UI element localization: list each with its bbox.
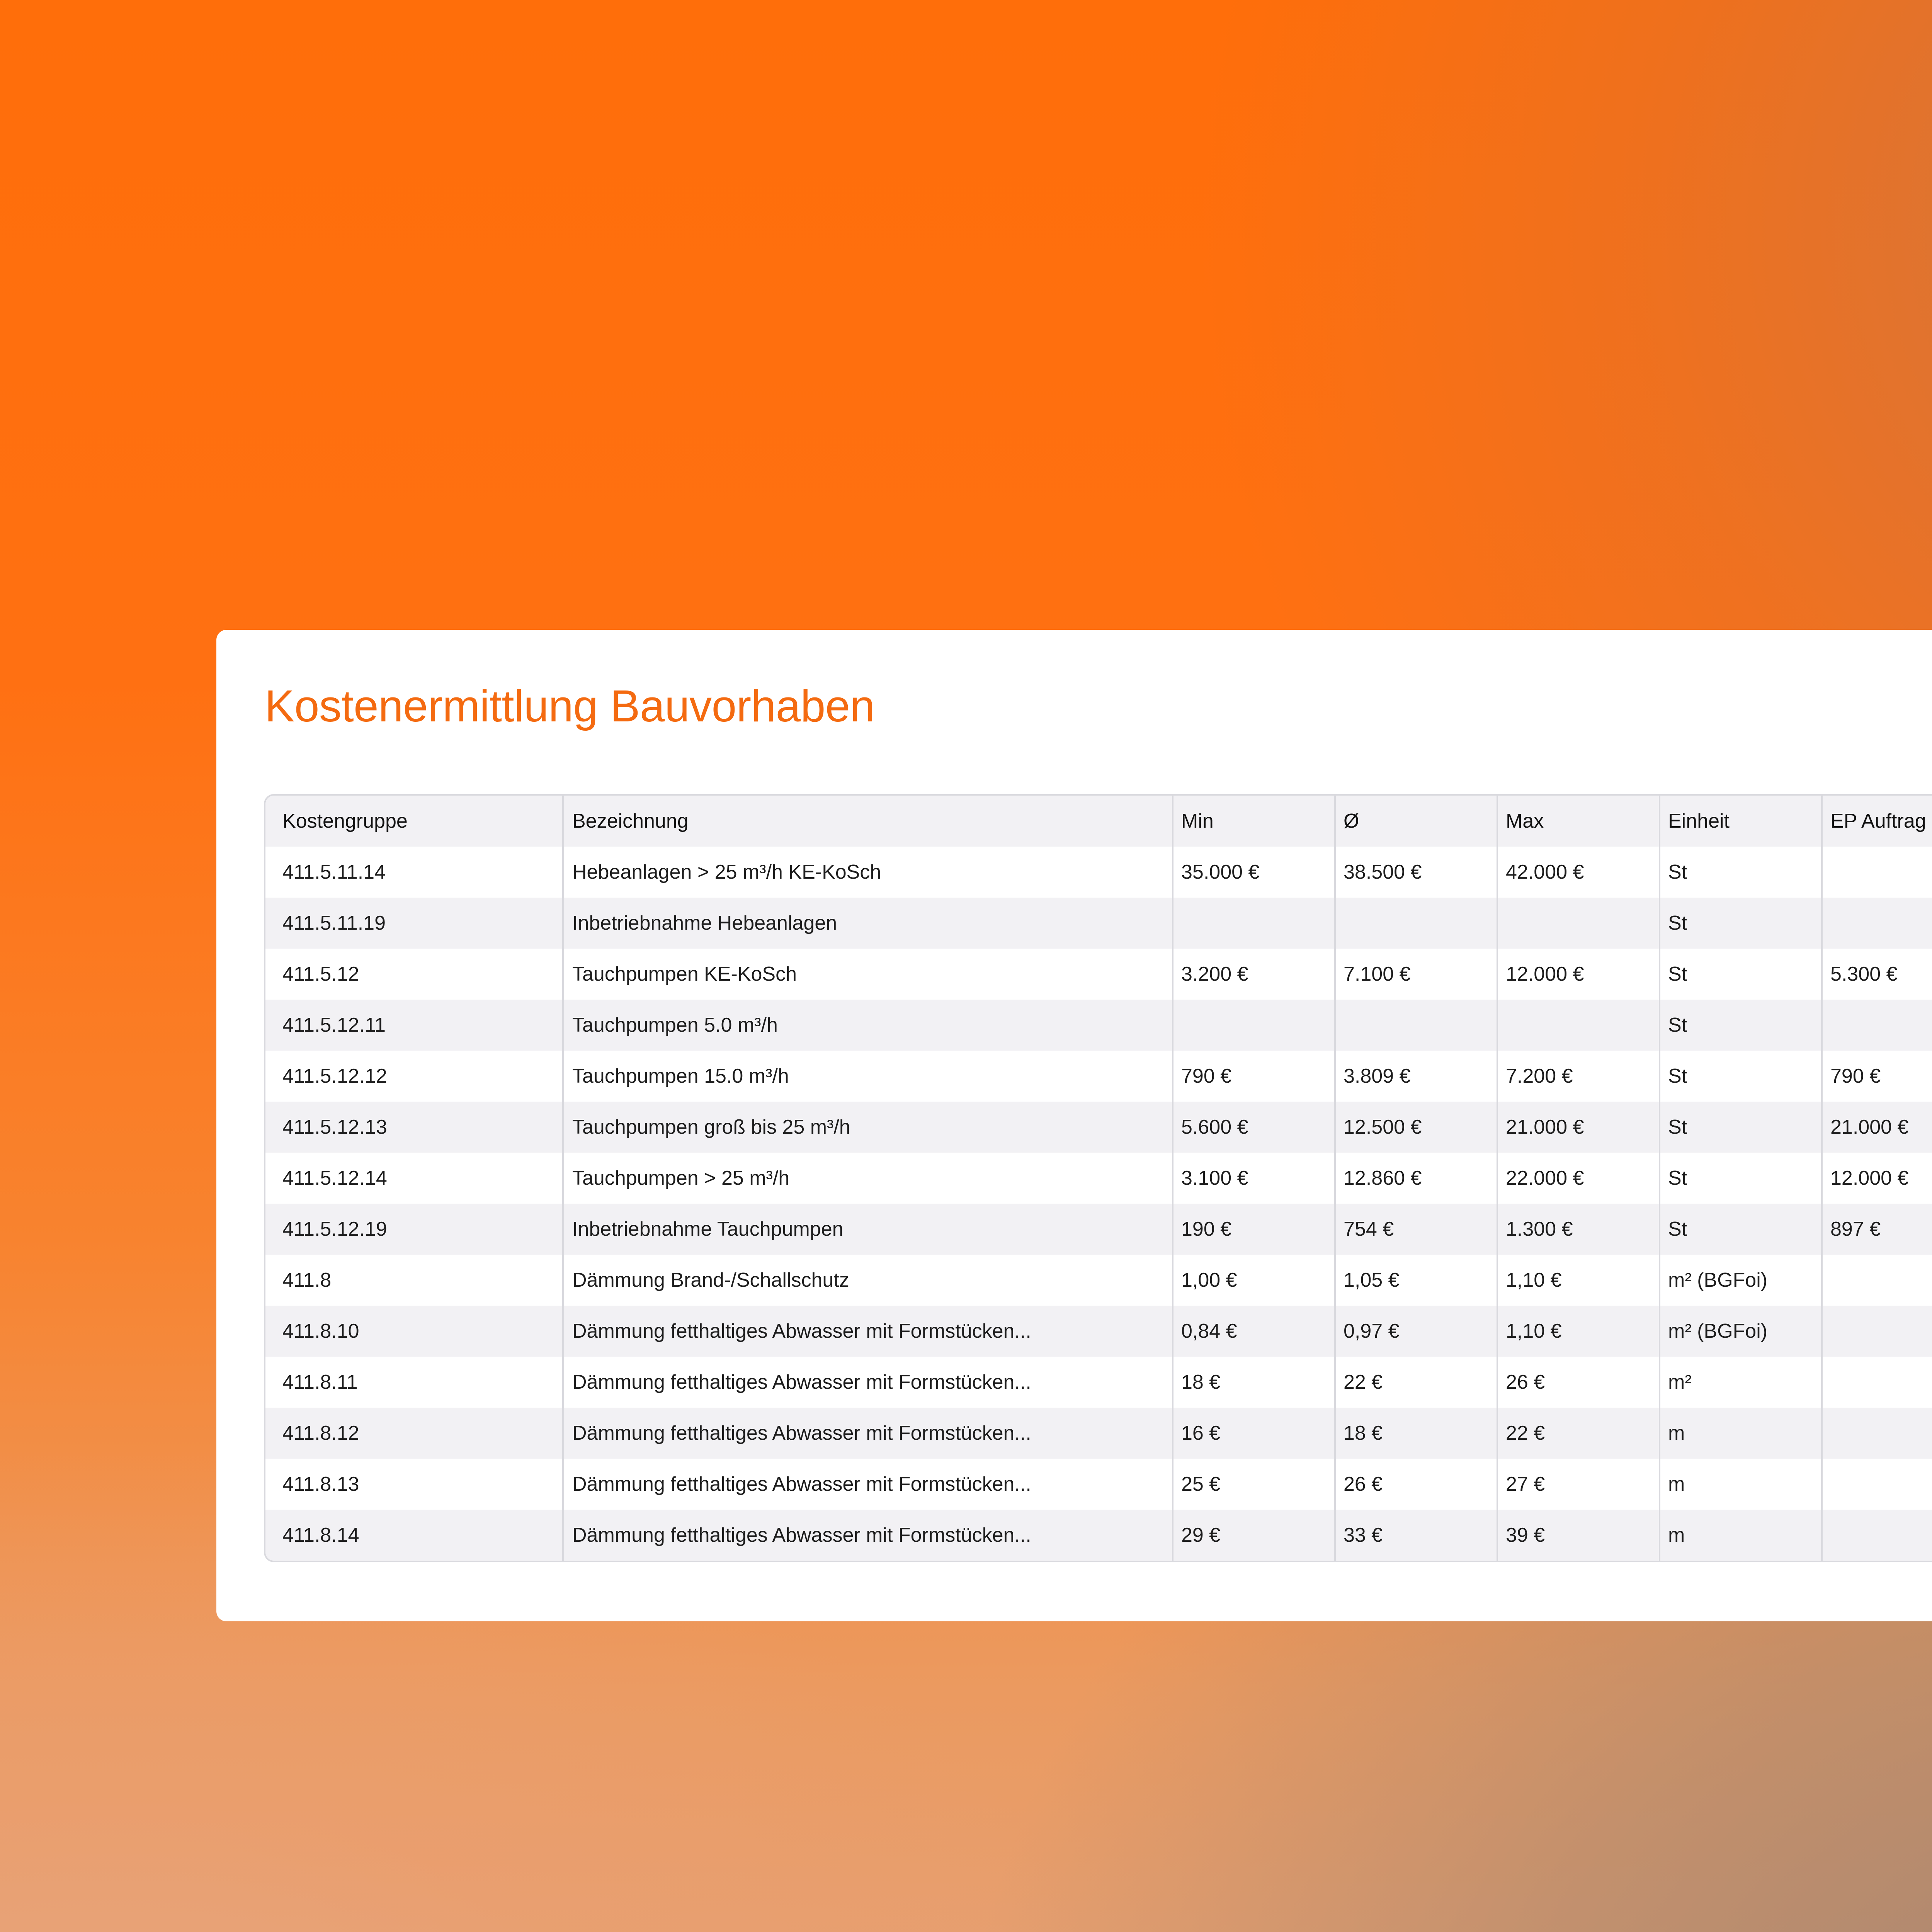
cell-max: 42.000 € bbox=[1497, 847, 1660, 898]
cell-min: 16 € bbox=[1173, 1408, 1335, 1459]
cell-bezeichnung: Tauchpumpen groß bis 25 m³/h bbox=[563, 1102, 1173, 1153]
cell-bezeichnung: Dämmung Brand-/Schallschutz bbox=[563, 1255, 1173, 1306]
cell-kostengruppe: 411.5.12.13 bbox=[265, 1102, 563, 1153]
table-row[interactable] bbox=[265, 1510, 1932, 1561]
column-header-ep-auftrag[interactable]: EP Auftrag bbox=[1822, 796, 1932, 847]
cell-ep-auftrag: 21.000 € bbox=[1822, 1102, 1932, 1153]
cell-kostengruppe: 411.8 bbox=[265, 1255, 563, 1306]
cell-kostengruppe: 411.8.10 bbox=[265, 1306, 563, 1357]
cell-bezeichnung: Dämmung fetthaltiges Abwasser mit Formstücken... bbox=[563, 1459, 1173, 1510]
table-row[interactable] bbox=[265, 1051, 1932, 1102]
cell-einheit: m bbox=[1660, 1408, 1822, 1459]
table-body bbox=[265, 847, 1932, 1561]
cell-min: 790 € bbox=[1173, 1051, 1335, 1102]
cell-max bbox=[1497, 1000, 1660, 1051]
cell-average: 12.500 € bbox=[1335, 1102, 1497, 1153]
cell-ep-auftrag bbox=[1822, 1510, 1932, 1561]
cell-min: 190 € bbox=[1173, 1204, 1335, 1255]
cell-bezeichnung: Dämmung fetthaltiges Abwasser mit Formstücken... bbox=[563, 1408, 1173, 1459]
cell-max: 1.300 € bbox=[1497, 1204, 1660, 1255]
cell-ep-auftrag bbox=[1822, 1000, 1932, 1051]
cell-ep-auftrag bbox=[1822, 847, 1932, 898]
cell-bezeichnung: Tauchpumpen 15.0 m³/h bbox=[563, 1051, 1173, 1102]
cell-max: 1,10 € bbox=[1497, 1255, 1660, 1306]
table-header-row bbox=[265, 796, 1932, 847]
cell-average bbox=[1335, 898, 1497, 949]
cell-average: 12.860 € bbox=[1335, 1153, 1497, 1204]
cell-einheit: m² (BGFoi) bbox=[1660, 1306, 1822, 1357]
cell-ep-auftrag bbox=[1822, 1357, 1932, 1408]
cell-ep-auftrag bbox=[1822, 1459, 1932, 1510]
cell-max: 26 € bbox=[1497, 1357, 1660, 1408]
table-row[interactable] bbox=[265, 1255, 1932, 1306]
column-header-average[interactable]: Ø bbox=[1335, 796, 1497, 847]
cell-min bbox=[1173, 898, 1335, 949]
column-header-bezeichnung[interactable]: Bezeichnung bbox=[563, 796, 1173, 847]
table-row[interactable] bbox=[265, 1408, 1932, 1459]
cell-min: 5.600 € bbox=[1173, 1102, 1335, 1153]
cell-average bbox=[1335, 1000, 1497, 1051]
cell-max: 22.000 € bbox=[1497, 1153, 1660, 1204]
cell-einheit: St bbox=[1660, 1051, 1822, 1102]
table-row[interactable] bbox=[265, 1000, 1932, 1051]
cell-bezeichnung: Tauchpumpen > 25 m³/h bbox=[563, 1153, 1173, 1204]
cell-min: 1,00 € bbox=[1173, 1255, 1335, 1306]
cell-bezeichnung: Hebeanlagen > 25 m³/h KE-KoSch bbox=[563, 847, 1173, 898]
cell-ep-auftrag: 5.300 € bbox=[1822, 949, 1932, 1000]
cell-min: 3.200 € bbox=[1173, 949, 1335, 1000]
cell-average: 33 € bbox=[1335, 1510, 1497, 1561]
cell-max: 12.000 € bbox=[1497, 949, 1660, 1000]
cell-einheit: St bbox=[1660, 1102, 1822, 1153]
cell-ep-auftrag bbox=[1822, 1255, 1932, 1306]
cell-bezeichnung: Tauchpumpen 5.0 m³/h bbox=[563, 1000, 1173, 1051]
cell-min bbox=[1173, 1000, 1335, 1051]
cell-average: 22 € bbox=[1335, 1357, 1497, 1408]
cell-einheit: St bbox=[1660, 898, 1822, 949]
cell-max bbox=[1497, 898, 1660, 949]
cell-einheit: St bbox=[1660, 1204, 1822, 1255]
table-row[interactable] bbox=[265, 1153, 1932, 1204]
cell-kostengruppe: 411.8.13 bbox=[265, 1459, 563, 1510]
cell-average: 18 € bbox=[1335, 1408, 1497, 1459]
cell-bezeichnung: Dämmung fetthaltiges Abwasser mit Formstücken... bbox=[563, 1510, 1173, 1561]
cell-bezeichnung: Dämmung fetthaltiges Abwasser mit Formstücken... bbox=[563, 1357, 1173, 1408]
cell-max: 7.200 € bbox=[1497, 1051, 1660, 1102]
cell-kostengruppe: 411.5.11.14 bbox=[265, 847, 563, 898]
cell-average: 3.809 € bbox=[1335, 1051, 1497, 1102]
cell-max: 21.000 € bbox=[1497, 1102, 1660, 1153]
cell-kostengruppe: 411.5.12.12 bbox=[265, 1051, 563, 1102]
cell-average: 7.100 € bbox=[1335, 949, 1497, 1000]
cell-einheit: m bbox=[1660, 1459, 1822, 1510]
cell-ep-auftrag bbox=[1822, 1306, 1932, 1357]
cell-max: 22 € bbox=[1497, 1408, 1660, 1459]
cell-max: 1,10 € bbox=[1497, 1306, 1660, 1357]
cell-einheit: St bbox=[1660, 1000, 1822, 1051]
cell-bezeichnung: Dämmung fetthaltiges Abwasser mit Formstücken... bbox=[563, 1306, 1173, 1357]
cell-einheit: m² (BGFoi) bbox=[1660, 1255, 1822, 1306]
cell-max: 27 € bbox=[1497, 1459, 1660, 1510]
cell-average: 38.500 € bbox=[1335, 847, 1497, 898]
cell-average: 754 € bbox=[1335, 1204, 1497, 1255]
table-row[interactable] bbox=[265, 1204, 1932, 1255]
column-header-max[interactable]: Max bbox=[1497, 796, 1660, 847]
page-title: Kostenermittlung Bauvorhaben bbox=[265, 681, 875, 731]
cell-min: 35.000 € bbox=[1173, 847, 1335, 898]
column-header-min[interactable]: Min bbox=[1173, 796, 1335, 847]
table-row[interactable] bbox=[265, 1459, 1932, 1510]
cost-table-container bbox=[264, 794, 1932, 1562]
cell-kostengruppe: 411.8.12 bbox=[265, 1408, 563, 1459]
cost-estimate-card bbox=[216, 630, 1932, 1621]
cell-ep-auftrag: 12.000 € bbox=[1822, 1153, 1932, 1204]
cell-bezeichnung: Inbetriebnahme Hebeanlagen bbox=[563, 898, 1173, 949]
cell-bezeichnung: Tauchpumpen KE-KoSch bbox=[563, 949, 1173, 1000]
table-row[interactable] bbox=[265, 949, 1932, 1000]
cell-kostengruppe: 411.5.12.11 bbox=[265, 1000, 563, 1051]
table-row[interactable] bbox=[265, 1102, 1932, 1153]
table-row[interactable] bbox=[265, 1357, 1932, 1408]
cell-einheit: St bbox=[1660, 1153, 1822, 1204]
cell-min: 29 € bbox=[1173, 1510, 1335, 1561]
cell-kostengruppe: 411.5.12.19 bbox=[265, 1204, 563, 1255]
cell-average: 0,97 € bbox=[1335, 1306, 1497, 1357]
cell-kostengruppe: 411.8.11 bbox=[265, 1357, 563, 1408]
cell-einheit: m² bbox=[1660, 1357, 1822, 1408]
cell-einheit: m bbox=[1660, 1510, 1822, 1561]
cell-min: 3.100 € bbox=[1173, 1153, 1335, 1204]
table-row[interactable] bbox=[265, 898, 1932, 949]
cell-ep-auftrag: 897 € bbox=[1822, 1204, 1932, 1255]
cost-table bbox=[265, 796, 1932, 1561]
cell-kostengruppe: 411.5.12.14 bbox=[265, 1153, 563, 1204]
cell-bezeichnung: Inbetriebnahme Tauchpumpen bbox=[563, 1204, 1173, 1255]
cell-kostengruppe: 411.5.11.19 bbox=[265, 898, 563, 949]
cell-max: 39 € bbox=[1497, 1510, 1660, 1561]
cell-einheit: St bbox=[1660, 847, 1822, 898]
cell-kostengruppe: 411.5.12 bbox=[265, 949, 563, 1000]
cell-average: 1,05 € bbox=[1335, 1255, 1497, 1306]
cell-ep-auftrag bbox=[1822, 898, 1932, 949]
table-row[interactable] bbox=[265, 1306, 1932, 1357]
cell-kostengruppe: 411.8.14 bbox=[265, 1510, 563, 1561]
cell-ep-auftrag: 790 € bbox=[1822, 1051, 1932, 1102]
table-row[interactable] bbox=[265, 847, 1932, 898]
cell-min: 25 € bbox=[1173, 1459, 1335, 1510]
cell-average: 26 € bbox=[1335, 1459, 1497, 1510]
cell-einheit: St bbox=[1660, 949, 1822, 1000]
cell-min: 18 € bbox=[1173, 1357, 1335, 1408]
column-header-kostengruppe[interactable]: Kostengruppe bbox=[265, 796, 563, 847]
cell-min: 0,84 € bbox=[1173, 1306, 1335, 1357]
cell-ep-auftrag bbox=[1822, 1408, 1932, 1459]
column-header-einheit[interactable]: Einheit bbox=[1660, 796, 1822, 847]
